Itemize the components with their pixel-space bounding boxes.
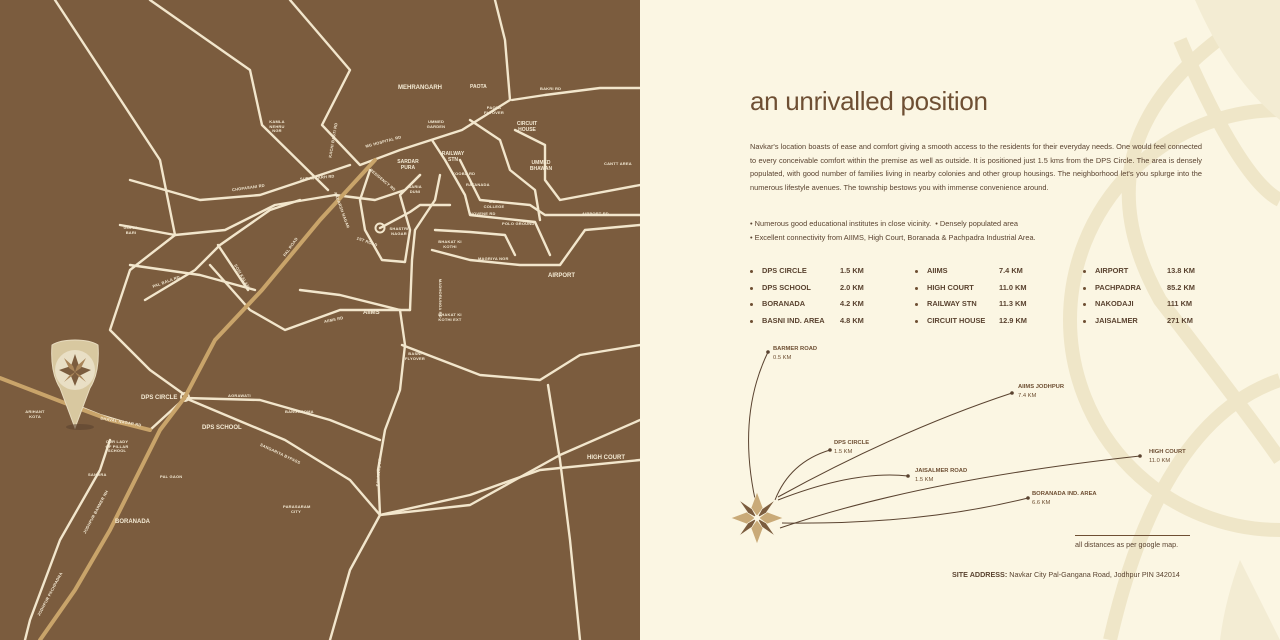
map-label-boranada: BORANADA xyxy=(115,519,150,525)
place-distance: 271 KM xyxy=(1167,315,1193,325)
map-label-pal-road: PAL ROAD xyxy=(282,236,299,258)
road xyxy=(120,195,335,235)
map-label-airport: AIRPORT xyxy=(548,273,575,279)
map-label-ummed-bhawan: UMMED BHAWAN xyxy=(529,160,553,172)
place-name: AIIMS xyxy=(927,266,948,275)
map-label-chopasani-rd: CHOPASANI RD xyxy=(231,182,266,193)
road xyxy=(380,205,450,228)
place-name: RAILWAY STN xyxy=(927,299,977,308)
place-name: CIRCUIT HOUSE xyxy=(927,315,986,325)
place-distance: 85.2 KM xyxy=(1167,282,1195,292)
connection-high-court: HIGH COURT 11.0 KM xyxy=(1149,449,1186,464)
road xyxy=(512,88,640,100)
connection-boranada: BORANADA IND. AREA 6.6 KM xyxy=(1032,491,1097,506)
map-label-shastri-nagar: SHASTRI NAGAR xyxy=(389,226,409,236)
place-name: BORANADA xyxy=(762,299,806,308)
map-label-polo-ground: POLO GROUND xyxy=(502,221,535,226)
place-name: BASNI IND. AREA xyxy=(762,315,825,325)
highlight-population: • Densely populated area xyxy=(935,219,1018,228)
map-label-kooba-rd: KOOBA RD xyxy=(452,171,476,176)
connection-dps-circle: DPS CIRCLE 1.5 KM xyxy=(834,440,870,455)
location-panel xyxy=(640,0,1280,640)
place-name: JAISALMER xyxy=(1095,315,1138,325)
place-distance: 4.8 KM xyxy=(840,315,864,325)
address-text: Navkar City Pal-Gangana Road, Jodhpur PIN 342014 xyxy=(1009,570,1180,579)
place-distance: 12.9 KM xyxy=(999,315,1027,325)
highlight-education: • Numerous good educational institutes in close vicinity. xyxy=(750,219,932,228)
connectivity-diagram xyxy=(640,0,1280,640)
note-divider xyxy=(1075,535,1190,536)
map-label-paota-flyover: PAOTA FLYOVER xyxy=(484,105,504,115)
road xyxy=(374,310,405,515)
map-label-sangariya-bypass: SANGARIYA BYPASS xyxy=(259,442,302,466)
map-label-magriya-ngr: MAGRIYA NGR xyxy=(478,256,509,261)
map-label-parasaram-city: PARASARAM CITY xyxy=(283,504,311,514)
connector-dps-circle xyxy=(775,450,830,500)
place-distance: 2.0 KM xyxy=(840,282,864,292)
distance-note: all distances as per google map. xyxy=(1075,540,1179,549)
map-label-residency-rd: RESIDENCY RD xyxy=(368,167,397,193)
site-pin xyxy=(52,340,99,430)
connection-barmer-road: BARMER ROAD 0.5 KM xyxy=(773,346,818,361)
place-distance: 7.4 KM xyxy=(999,266,1023,275)
map-label-ummed-garden: UMMED GARDEN xyxy=(426,119,446,129)
map-label-ratanada: RATANADA xyxy=(466,182,490,187)
section-title: an unrivalled position xyxy=(750,86,988,116)
map-label-kamla-nehru-ngr: KAMLA NEHRU NGR xyxy=(269,119,285,134)
map-label-arihant-kota: ARIHANT KOTA xyxy=(25,409,45,419)
map-label-novene-rd: NOVENE RD xyxy=(470,211,496,216)
map-label-mg-hospital-rd: MG HOSPITAL RD xyxy=(364,134,402,149)
map-label-sardar-pura: SARDAR PURA xyxy=(397,159,419,171)
road xyxy=(330,515,380,640)
map-label-airport-rd: AIRPORT RD xyxy=(582,211,609,216)
map-label-1st-road: 1ST ROAD xyxy=(356,235,379,248)
connection-jaisalmer-road: JAISALMER ROAD 1.5 KM xyxy=(915,468,968,483)
map-label-surajgarh-rd: SURAJGARH RD xyxy=(299,173,335,182)
connector-aiims xyxy=(778,393,1012,497)
map-label-mehrangarh: MEHRANGARH xyxy=(398,85,442,91)
road xyxy=(548,385,580,640)
address-label: SITE ADDRESS: xyxy=(952,570,1008,579)
map-label-pal-gaon: PAL GAON xyxy=(160,474,183,479)
map-label-paota: PAOTA xyxy=(470,84,487,90)
place-name: AIRPORT xyxy=(1095,266,1129,275)
place-distance: 1.5 KM xyxy=(840,266,864,275)
map-label-our-lady-school: OUR LADY OF PILLAR SCHOOL xyxy=(105,439,129,454)
connector-boranada xyxy=(782,498,1028,523)
map-label-railway-stn: RAILWAY STN xyxy=(441,151,465,163)
map-label-aiims: AIIMS xyxy=(363,310,380,316)
place-name: DPS CIRCLE xyxy=(762,266,807,275)
map-label-pal-bala-rd: PAL BALA RD xyxy=(151,274,181,289)
road xyxy=(402,345,640,380)
intro-paragraph: Navkar's location boasts of ease and comfort giving a smooth access to the residents for their everyday needs. One would feel connected to every conceivable comfort within the premise as well as outside. It is positioned just 1.5 kms from the DPS Circle. The area is densely populated, with good number of families living in nearby colonies and other group housings. The neighborhood let's you splurge into the numerous lifestyle avenues. The township bestows you with immense convenience around. xyxy=(750,142,1202,192)
map-label-cantt-area: CANTT AREA xyxy=(604,161,632,166)
place-distance: 4.2 KM xyxy=(840,299,864,308)
map-label-dhaval-nagar-rd: DHAVAL NAGAR RD xyxy=(100,415,142,428)
map-label-baria-duni: BARIA DUNI xyxy=(408,184,422,194)
map-label-salawas-rd: SALAWAS RD xyxy=(374,457,383,487)
road xyxy=(300,290,400,310)
map-label-aadarsh-nagar: AADARSH NAGAR xyxy=(333,191,351,229)
map-label-basni-flyover: BASNI FLYOVER xyxy=(405,351,425,361)
map-label-jodhpur-pachpadra: JODHPUR PACHPADRA xyxy=(36,571,64,617)
place-distance: 111 KM xyxy=(1167,299,1193,308)
connection-aiims: AIIMS JODHPUR 7.4 KM xyxy=(1018,384,1065,399)
map-label-dps-school: DPS SCHOOL xyxy=(202,425,242,431)
map-label-bhakat-ki-kothi: BHAKAT KI KOTHI xyxy=(438,239,462,249)
highlight-connectivity: • Excellent connectivity from AIIMS, High Court, Boranada & Pachpadra Industrial Area. xyxy=(750,233,1036,242)
map-label-circuit-house: CIRCUIT HOUSE xyxy=(516,121,538,133)
map-label-madhorunga-rd: MADHORUNGA RD xyxy=(437,278,443,318)
place-name: PACHPADRA xyxy=(1095,282,1142,292)
road xyxy=(150,0,328,190)
map-label-bhakat-ki-kothi-ext: BHAKAT KI KOTHI EXT xyxy=(438,312,462,322)
map-label-bakri-rd: BAKRI RD xyxy=(540,86,562,91)
place-distance: 13.8 KM xyxy=(1167,266,1195,275)
place-name: DPS SCHOOL xyxy=(762,282,811,292)
place-name: HIGH COURT xyxy=(927,282,974,292)
map-label-sosi-kalan: SOSI KALAN xyxy=(233,263,251,289)
map-label-jodhpur-barmer-nh: JODHPUR BARMER NH xyxy=(81,489,110,535)
map-label-gopal-bari: GOPAL BARI xyxy=(123,225,139,235)
place-name: NAKODAJI xyxy=(1095,299,1134,308)
place-distance: 11.0 KM xyxy=(999,282,1027,292)
place-distance: 11.3 KM xyxy=(999,299,1027,308)
map-label-dps-circle: DPS CIRCLE xyxy=(141,395,178,401)
connector-barmer-road xyxy=(749,352,768,512)
map-label-bangaroma: BANGAROMA xyxy=(285,409,314,414)
map-label-mbm-college: MBM COLLEGE xyxy=(483,199,505,209)
map-label-sangra: SANGRA xyxy=(88,472,107,477)
map-label-agrawati: AGRAWATI xyxy=(228,393,251,398)
road xyxy=(380,460,640,515)
road xyxy=(185,398,640,515)
connector-jaisalmer-road xyxy=(778,475,908,500)
road xyxy=(185,398,380,440)
map-label-kachi-basti-rd: KACHI BASTI RD xyxy=(327,122,339,159)
map-label-aiims-rd: AIIMS RD xyxy=(323,315,344,325)
map-label-high-court: HIGH COURT xyxy=(587,455,625,461)
road xyxy=(55,0,185,395)
site-address xyxy=(952,570,1180,579)
